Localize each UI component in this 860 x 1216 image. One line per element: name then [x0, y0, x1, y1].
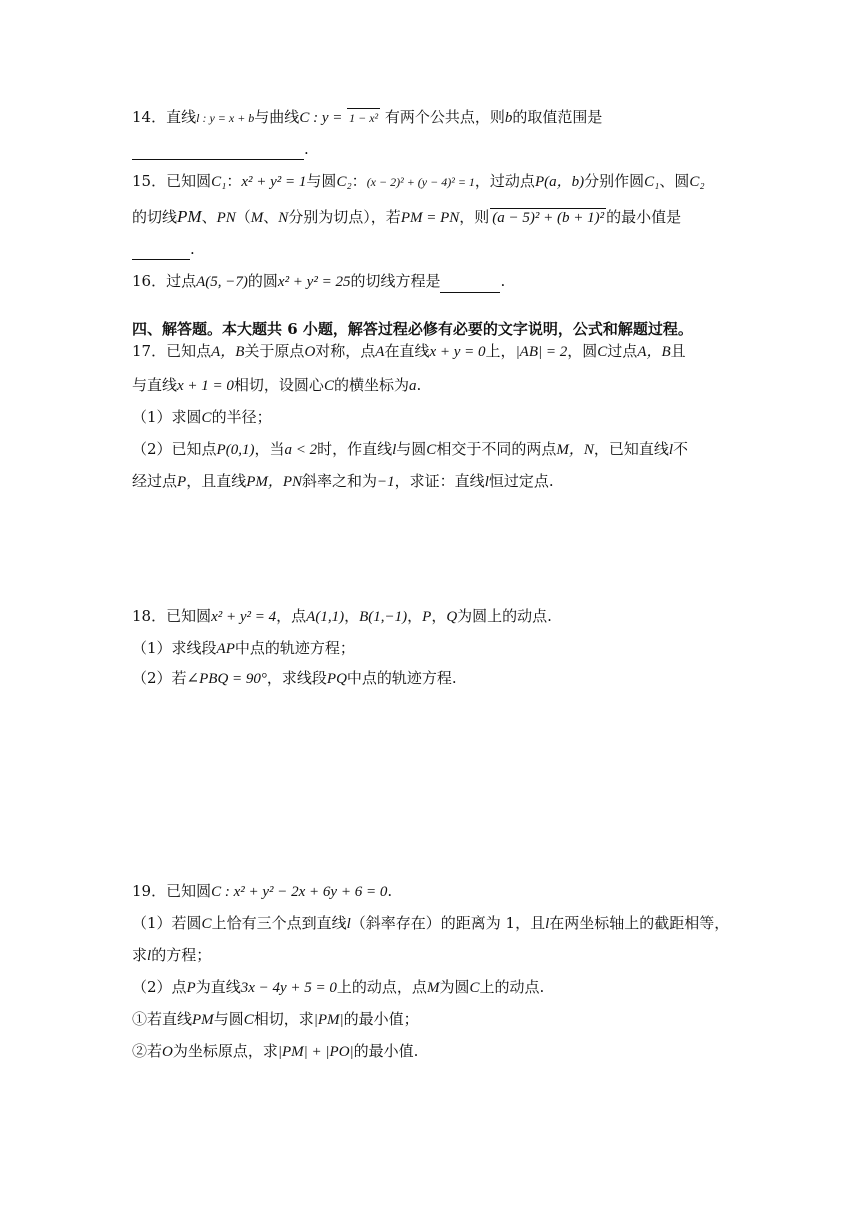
text: ，: [344, 607, 360, 625]
text: ，过动点: [474, 172, 535, 190]
math-o: O: [304, 344, 316, 360]
text: ，当: [254, 440, 285, 458]
text: （: [235, 208, 251, 226]
text: 为坐标原点，求: [172, 1042, 278, 1060]
text: 的切线方程是: [350, 272, 441, 290]
text: 不: [673, 440, 689, 458]
math-ab: A，B: [637, 344, 671, 360]
math-l: l: [545, 916, 550, 932]
math-circle-c2: (x − 2)² + (y − 4)² = 1: [366, 175, 475, 189]
q14-line2: [132, 138, 740, 160]
text: 在两坐标轴上的截距相等，: [549, 914, 730, 932]
text: 经过点: [132, 472, 178, 490]
math-circle-c: C : x² + y² − 2x + 6y + 6 = 0: [211, 884, 388, 900]
text: （1）求圆: [132, 408, 202, 426]
math-c: C: [469, 980, 480, 996]
text: （2）若: [132, 669, 187, 687]
math-ab: A，B: [211, 344, 245, 360]
math-abs-pm: |PM|: [313, 1012, 344, 1028]
math-abs-sum: |PM| + |PO|: [277, 1044, 354, 1060]
math-pn: PN: [216, 210, 236, 226]
math-circle-c1: x² + y² = 1: [241, 174, 307, 190]
math-value: −1: [377, 474, 395, 490]
text: 为直线: [195, 978, 241, 996]
text: 相交于不同的两点: [436, 440, 557, 458]
text: ，则: [459, 208, 490, 226]
text: ①若直线: [132, 1010, 193, 1028]
q18-line1: [132, 605, 740, 628]
math-ap: AP: [216, 641, 235, 657]
text: ，已知直线: [593, 440, 669, 458]
text: 19．已知圆: [132, 882, 212, 900]
q16-line1: [132, 270, 740, 293]
text: 直线: [166, 108, 197, 126]
text: 相切，求: [253, 1010, 314, 1028]
math-n: N: [278, 210, 289, 226]
q14-line1: [132, 106, 740, 129]
q19-sub2: [132, 1040, 740, 1063]
math-p: P: [177, 474, 187, 490]
math-curve-c: C : y =: [299, 110, 347, 126]
q19-part2: [132, 976, 740, 999]
text: 有两个公共点，则: [384, 108, 505, 126]
math-pq: PQ: [326, 671, 347, 687]
text: （2）点: [132, 978, 187, 996]
text: 上，: [485, 342, 516, 360]
math-pm: PM: [192, 1012, 214, 1028]
text: ，点: [276, 607, 307, 625]
text: 与圆: [396, 440, 427, 458]
math-o: O: [162, 1044, 173, 1060]
text: 上的动点.: [479, 978, 545, 996]
text: 的最小值.: [353, 1042, 419, 1060]
math-b: b: [504, 110, 513, 126]
answer-blank: [132, 243, 190, 260]
text: （1）求线段: [132, 639, 217, 657]
math-c: C: [597, 344, 608, 360]
text: 的最小值是: [606, 208, 682, 226]
math-l: l: [346, 916, 351, 932]
math-circle: x² + y² = 25: [277, 274, 351, 290]
text: ，且直线: [186, 472, 247, 490]
math-l: l: [147, 948, 152, 964]
text: 分别作圆: [584, 172, 645, 190]
sqrt-expression: (a − 5)² + (b + 1)²: [492, 210, 605, 226]
text: ，: [431, 607, 447, 625]
q17-line1: [132, 340, 740, 363]
math-line: x + y = 0: [429, 344, 486, 360]
text: 与直线: [132, 376, 178, 394]
q15-line1: [132, 170, 740, 193]
math-pm-pn: PM，PN: [246, 474, 303, 490]
math-mn: M，N: [556, 442, 594, 458]
text: 、: [263, 208, 279, 226]
text: （1）若圆: [132, 914, 202, 932]
text: ②若: [132, 1042, 163, 1060]
q15-line2: [132, 206, 740, 229]
math-c: C: [323, 378, 334, 394]
text: 为圆上的动点.: [457, 607, 552, 625]
text: 且: [670, 342, 686, 360]
math-point-p: P(a，b): [534, 174, 585, 190]
math-point-b: B(1,−1): [359, 609, 408, 625]
sqrt-expression: 1 − x²: [347, 108, 380, 127]
math-point-p: P(0,1): [216, 442, 255, 458]
math-c1: C₁: [211, 174, 227, 190]
q16-number: 16．: [132, 272, 167, 290]
text: 为圆: [439, 978, 470, 996]
q19-line1: [132, 880, 740, 903]
q17-line2: [132, 374, 740, 397]
q14-number: 14．: [132, 108, 167, 126]
math-c2: C₂: [336, 174, 352, 190]
text: .: [304, 140, 309, 158]
math-l: l: [484, 474, 489, 490]
math-line-l: l : y = x + b: [196, 111, 255, 125]
section-heading: 四、解答题。本大题共 6 小题，解答过程必修有必要的文字说明，公式和解题过程。: [132, 320, 693, 338]
math-c: C: [201, 916, 212, 932]
q17-part1: [132, 406, 740, 429]
text: （2）已知点: [132, 440, 217, 458]
math-p: P: [422, 609, 432, 625]
text: .: [387, 882, 393, 900]
math-m: M: [426, 980, 440, 996]
text: ：: [226, 172, 242, 190]
text: 18．已知圆: [132, 607, 212, 625]
q19-part1-line2: [132, 944, 740, 967]
text: 的横坐标为: [333, 376, 409, 394]
text: 的切线: [132, 208, 178, 226]
text: 上的动点，点: [336, 978, 427, 996]
text: ，: [407, 607, 423, 625]
text: 在直线: [384, 342, 430, 360]
text: 时，作直线: [317, 440, 393, 458]
q18-part1: [132, 637, 740, 660]
text: 、圆: [659, 172, 690, 190]
text: 中点的轨迹方程；: [234, 639, 355, 657]
text: 斜率之和为: [302, 472, 378, 490]
text: 分别为切点），若: [288, 208, 401, 226]
text: 、: [201, 208, 217, 226]
q17-part2-line1: [132, 438, 740, 461]
math-point-a: A(5, −7): [196, 274, 248, 290]
q19-sub1: [132, 1008, 740, 1031]
answer-blank: [132, 143, 304, 160]
text: 求: [132, 946, 148, 964]
math-l: l: [392, 442, 397, 458]
text: .: [416, 376, 422, 394]
text: 与圆: [213, 1010, 244, 1028]
math-c2: C₂: [689, 174, 705, 190]
text: 相切，设圆心: [233, 376, 324, 394]
math-angle: ∠PBQ = 90°: [186, 671, 267, 687]
text: 17．已知点: [132, 342, 212, 360]
text: 对称，点: [315, 342, 376, 360]
text: ，圆: [567, 342, 598, 360]
math-c: C: [426, 442, 437, 458]
math-pm: PM: [177, 207, 202, 226]
math-a: a: [408, 378, 417, 394]
math-p: P: [186, 980, 196, 996]
text: 与曲线: [254, 108, 300, 126]
text: ，求线段: [266, 669, 327, 687]
math-abs-ab: |AB| = 2: [515, 344, 568, 360]
text: 过点: [166, 272, 197, 290]
math-c: C: [201, 410, 212, 426]
text: 的半径；: [211, 408, 272, 426]
text: 的取值范围是: [512, 108, 603, 126]
answer-blank: [440, 276, 500, 293]
text: ：: [351, 172, 367, 190]
math-line: 3x − 4y + 5 = 0: [240, 980, 337, 996]
text: 关于原点: [244, 342, 305, 360]
text: 的最小值；: [343, 1010, 419, 1028]
math-c: C: [243, 1012, 254, 1028]
text: 过点: [607, 342, 638, 360]
math-circle: x² + y² = 4: [211, 609, 277, 625]
math-q: Q: [446, 609, 458, 625]
math-m: M: [250, 210, 264, 226]
text: .: [500, 272, 506, 290]
text: .: [190, 240, 195, 258]
text: 的圆: [247, 272, 278, 290]
text: 已知圆: [166, 172, 212, 190]
math-l: l: [668, 442, 674, 458]
q17-part2-line2: [132, 470, 740, 493]
q19-part1-line1: [132, 912, 740, 935]
math-tangent-line: x + 1 = 0: [177, 378, 234, 394]
text: 的方程；: [151, 946, 212, 964]
q15-line3: [132, 238, 740, 260]
text: 上恰有三个点到直线: [211, 914, 347, 932]
math-point-a: A(1,1): [306, 609, 345, 625]
math-c1: C₁: [644, 174, 660, 190]
text: （斜率存在）的距离为 1，且: [350, 914, 546, 932]
q18-part2: [132, 667, 740, 690]
math-a: A: [375, 344, 385, 360]
q15-number: 15．: [132, 172, 167, 190]
text: ，求证：直线: [394, 472, 485, 490]
text: 与圆: [306, 172, 337, 190]
text: 恒过定点.: [488, 472, 554, 490]
math-condition: a < 2: [284, 442, 318, 458]
text: 中点的轨迹方程.: [346, 669, 457, 687]
math-condition: PM = PN: [400, 210, 460, 226]
